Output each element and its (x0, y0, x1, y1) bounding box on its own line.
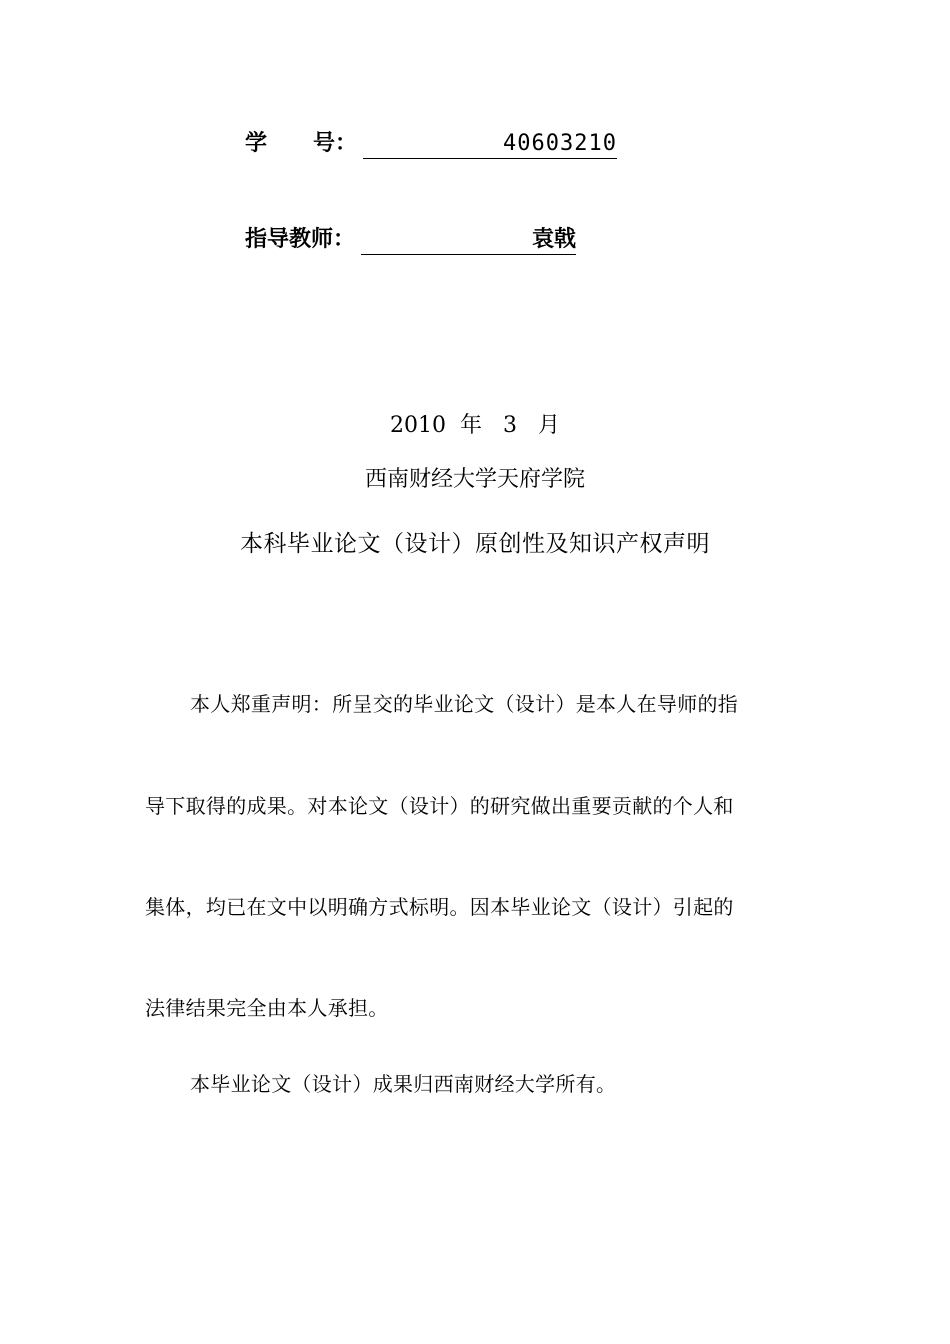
paragraph-line: 导下取得的成果。对本论文（设计）的研究做出重要贡献的个人和 (145, 794, 734, 818)
student-id-label: 学 号： (245, 131, 357, 156)
declaration-title: 本科毕业论文（设计）原创性及知识产权声明 (240, 531, 710, 557)
advisor-field (245, 222, 576, 255)
advisor-value: 袁戟 (361, 228, 576, 255)
paragraph-line: 集体，均已在文中以明确方式标明。因本毕业论文（设计）引起的 (145, 895, 734, 919)
paragraph-line: 本人郑重声明：所呈交的毕业论文（设计）是本人在导师的指 (190, 692, 739, 716)
advisor-label: 指导教师： (245, 227, 356, 252)
date-line: 2010 年 3 月 (390, 413, 560, 438)
paragraph-line: 法律结果完全由本人承担。 (145, 996, 389, 1020)
ownership-statement: 本毕业论文（设计）成果归西南财经大学所有。 (190, 1072, 617, 1096)
student-id-value: 40603210 (363, 132, 617, 159)
school-name: 西南财经大学天府学院 (364, 467, 585, 492)
student-id-field (245, 126, 617, 159)
